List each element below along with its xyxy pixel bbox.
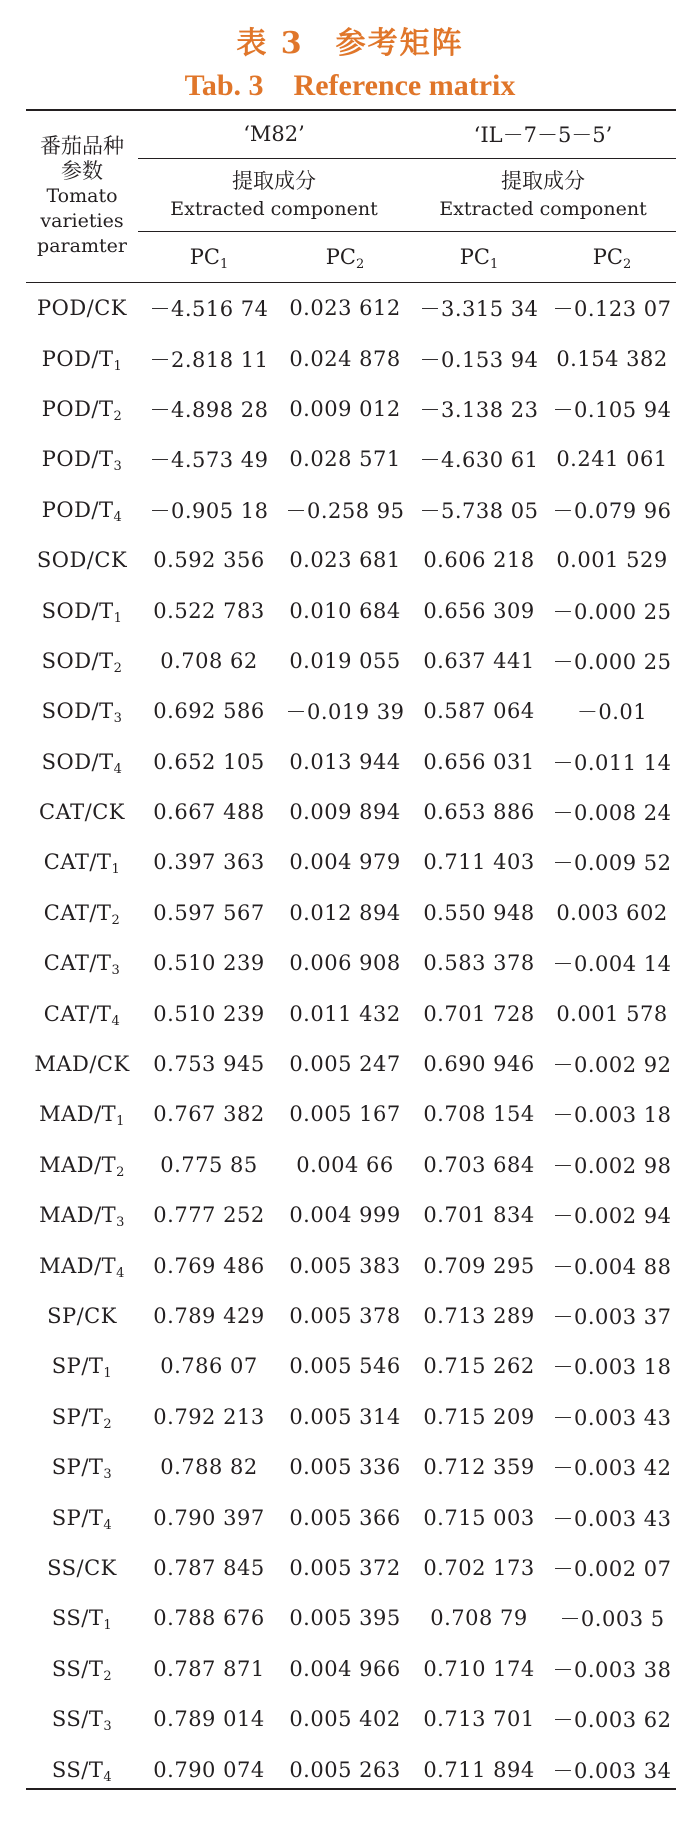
value-cell: 0.777 252 bbox=[153, 1203, 265, 1228]
table-row bbox=[26, 787, 676, 837]
value-cell: 0.656 309 bbox=[423, 598, 535, 623]
value-cell: －4.630 61 bbox=[419, 448, 539, 473]
value-cell: 0.787 871 bbox=[153, 1656, 265, 1681]
value-cell: 0.703 684 bbox=[423, 1152, 535, 1177]
value-cell: 0.790 397 bbox=[153, 1505, 265, 1530]
table-row bbox=[26, 585, 676, 635]
row-parameter: SS/CK bbox=[47, 1555, 117, 1580]
value-cell: 0.023 612 bbox=[289, 296, 401, 321]
row-parameter: MAD/$T_2$ bbox=[39, 1152, 125, 1180]
value-cell: 0.792 213 bbox=[153, 1404, 265, 1429]
table-row bbox=[26, 535, 676, 585]
row-parameter: POD/$T_1$ bbox=[41, 346, 123, 374]
table-row bbox=[26, 1442, 676, 1492]
table-row bbox=[26, 1291, 676, 1341]
value-cell: 0.154 382 bbox=[556, 346, 668, 371]
pc-header: $PC_2$ bbox=[280, 232, 410, 283]
value-cell: －0.019 39 bbox=[285, 700, 405, 725]
value-cell: 0.715 209 bbox=[423, 1404, 535, 1429]
value-cell: －3.315 34 bbox=[419, 297, 539, 322]
value-cell: －0.003 34 bbox=[552, 1758, 672, 1783]
value-cell: －2.818 11 bbox=[149, 347, 269, 372]
value-cell: 0.715 262 bbox=[423, 1354, 535, 1379]
value-cell: 0.005 395 bbox=[289, 1606, 401, 1631]
value-cell: 0.013 944 bbox=[289, 749, 401, 774]
extracted-header-il755 bbox=[410, 159, 676, 232]
value-cell: 0.510 239 bbox=[153, 951, 265, 976]
value-cell: －0.003 18 bbox=[552, 1103, 672, 1128]
table-row bbox=[26, 1392, 676, 1442]
table-row bbox=[26, 1492, 676, 1542]
value-cell: 0.652 105 bbox=[153, 749, 265, 774]
table-row bbox=[26, 1039, 676, 1089]
table-row bbox=[26, 988, 676, 1038]
table-row bbox=[26, 636, 676, 686]
value-cell: 0.708 62 bbox=[160, 648, 258, 673]
value-cell: 0.690 946 bbox=[423, 1052, 535, 1077]
value-cell: 0.711 894 bbox=[423, 1757, 535, 1782]
table-row bbox=[26, 434, 676, 484]
table-row bbox=[26, 1593, 676, 1643]
table-row bbox=[26, 938, 676, 988]
value-cell: 0.592 356 bbox=[153, 548, 265, 573]
value-cell: 0.005 402 bbox=[289, 1707, 401, 1732]
row-parameter: SOD/$T_4$ bbox=[41, 749, 123, 777]
row-parameter: SP/CK bbox=[47, 1304, 117, 1328]
value-cell: 0.787 845 bbox=[153, 1555, 265, 1580]
value-cell: －0.003 18 bbox=[552, 1355, 672, 1380]
value-cell: －0.003 5 bbox=[559, 1607, 665, 1632]
row-parameter: CAT/$T_2$ bbox=[43, 900, 121, 928]
table-row bbox=[26, 1543, 676, 1593]
value-cell: 0.550 948 bbox=[423, 900, 535, 925]
value-cell: 0.510 239 bbox=[153, 1001, 265, 1026]
value-cell: －0.008 24 bbox=[552, 801, 672, 826]
value-cell: 0.005 383 bbox=[289, 1253, 401, 1278]
row-parameter: CAT/CK bbox=[39, 800, 125, 825]
value-cell: 0.789 014 bbox=[153, 1707, 265, 1732]
param-header bbox=[26, 110, 138, 283]
value-cell: 0.775 85 bbox=[160, 1152, 258, 1177]
value-cell: －0.002 94 bbox=[552, 1204, 672, 1229]
value-cell: 0.397 363 bbox=[153, 850, 265, 875]
value-cell: －0.004 14 bbox=[552, 952, 672, 977]
value-cell: －0.003 62 bbox=[552, 1708, 672, 1733]
value-cell: 0.005 378 bbox=[289, 1304, 401, 1328]
table-row bbox=[26, 686, 676, 736]
value-cell: 0.702 173 bbox=[423, 1555, 535, 1580]
value-cell: 0.005 263 bbox=[289, 1757, 401, 1782]
value-cell: －0.003 43 bbox=[552, 1405, 672, 1430]
param-header-line-5: paramter bbox=[37, 234, 127, 257]
row-parameter: POD/$T_4$ bbox=[41, 497, 123, 525]
row-parameter: CAT/$T_1$ bbox=[43, 850, 121, 878]
value-cell: 0.712 359 bbox=[423, 1455, 535, 1480]
table-title-en: Tab. 3 Reference matrix bbox=[184, 69, 516, 102]
value-cell: 0.023 681 bbox=[289, 548, 401, 573]
value-cell: 0.597 567 bbox=[153, 900, 265, 925]
value-cell: 0.012 894 bbox=[289, 900, 401, 925]
extracted-header-en: Extracted component bbox=[170, 198, 378, 220]
value-cell: －0.905 18 bbox=[149, 498, 269, 523]
table-row bbox=[26, 888, 676, 938]
value-cell: 0.004 999 bbox=[289, 1203, 401, 1228]
table-row bbox=[26, 1190, 676, 1240]
row-parameter: SOD/$T_3$ bbox=[41, 699, 123, 727]
extracted-header-m82 bbox=[138, 159, 410, 232]
row-parameter: MAD/$T_1$ bbox=[39, 1102, 125, 1130]
value-cell: 0.637 441 bbox=[423, 648, 535, 673]
row-parameter: $SS/T_1$ bbox=[51, 1606, 113, 1634]
value-cell: 0.001 529 bbox=[556, 548, 668, 573]
value-cell: 0.005 546 bbox=[289, 1354, 401, 1379]
value-cell: 0.005 314 bbox=[289, 1404, 401, 1429]
value-cell: 0.711 403 bbox=[423, 850, 535, 875]
value-cell: －4.898 28 bbox=[149, 397, 269, 422]
param-header-line-3: Tomato bbox=[46, 184, 118, 207]
value-cell: －0.000 25 bbox=[552, 599, 672, 624]
value-cell: 0.522 783 bbox=[153, 598, 265, 623]
param-header-line-4: varieties bbox=[40, 209, 124, 232]
value-cell: －0.123 07 bbox=[552, 297, 672, 322]
extracted-header-en: Extracted component bbox=[439, 198, 647, 220]
row-parameter: CAT/$T_3$ bbox=[43, 951, 121, 979]
value-cell: －0.153 94 bbox=[419, 347, 539, 372]
value-cell: 0.004 979 bbox=[289, 850, 401, 875]
value-cell: 0.004 966 bbox=[289, 1656, 401, 1681]
value-cell: －0.004 88 bbox=[552, 1254, 672, 1279]
value-cell: 0.653 886 bbox=[423, 800, 535, 825]
row-parameter: MAD/$T_3$ bbox=[39, 1203, 125, 1231]
value-cell: －0.002 07 bbox=[552, 1556, 672, 1581]
value-cell: －0.105 94 bbox=[552, 397, 672, 422]
value-cell: 0.583 378 bbox=[423, 951, 535, 976]
value-cell: 0.024 878 bbox=[289, 346, 401, 371]
value-cell: －0.258 95 bbox=[285, 498, 405, 523]
value-cell: －4.573 49 bbox=[149, 448, 269, 473]
value-cell: 0.708 154 bbox=[423, 1102, 535, 1127]
value-cell: －0.002 92 bbox=[552, 1053, 672, 1078]
row-parameter: $SP/T_2$ bbox=[51, 1404, 113, 1432]
value-cell: 0.606 218 bbox=[423, 548, 535, 573]
variety-header-il755: ‘IL－7－5－5’ bbox=[410, 110, 676, 159]
table-row bbox=[26, 737, 676, 787]
row-parameter: $SS/T_3$ bbox=[51, 1707, 113, 1735]
variety-header-m82: ‘M82’ bbox=[138, 110, 410, 159]
row-parameter: $SP/T_1$ bbox=[51, 1354, 113, 1382]
table-body bbox=[26, 283, 676, 1795]
value-cell: 0.009 012 bbox=[289, 396, 401, 421]
value-cell: 0.005 366 bbox=[289, 1505, 401, 1530]
table-row bbox=[26, 283, 676, 334]
row-parameter: POD/$T_3$ bbox=[41, 447, 123, 475]
pc-header: $PC_1$ bbox=[410, 232, 548, 283]
value-cell: －0.011 14 bbox=[552, 750, 672, 775]
row-parameter: SOD/$T_1$ bbox=[41, 598, 123, 626]
value-cell: 0.753 945 bbox=[153, 1052, 265, 1077]
value-cell: －0.079 96 bbox=[552, 498, 672, 523]
value-cell: 0.788 82 bbox=[160, 1455, 258, 1480]
pc-header: $PC_2$ bbox=[548, 232, 676, 283]
value-cell: －0.000 25 bbox=[552, 649, 672, 674]
value-cell: －4.516 74 bbox=[149, 297, 269, 322]
row-parameter: POD/$T_2$ bbox=[41, 396, 123, 424]
value-cell: －0.003 42 bbox=[552, 1456, 672, 1481]
value-cell: 0.715 003 bbox=[423, 1505, 535, 1530]
table-row bbox=[26, 1341, 676, 1391]
value-cell: 0.010 684 bbox=[289, 598, 401, 623]
param-header-line-1: 番茄品种 bbox=[40, 133, 124, 158]
value-cell: 0.713 701 bbox=[423, 1707, 535, 1732]
value-cell: 0.005 336 bbox=[289, 1455, 401, 1480]
row-parameter: CAT/$T_4$ bbox=[43, 1001, 121, 1029]
value-cell: 0.713 289 bbox=[423, 1304, 535, 1328]
row-parameter: $SS/T_2$ bbox=[51, 1656, 113, 1684]
value-cell: 0.701 728 bbox=[423, 1001, 535, 1026]
row-parameter: POD/CK bbox=[36, 296, 127, 321]
value-cell: 0.028 571 bbox=[289, 447, 401, 472]
extracted-header-cn: 提取成分 bbox=[232, 169, 316, 193]
row-parameter: SOD/CK bbox=[36, 548, 128, 573]
reference-matrix-table bbox=[26, 110, 676, 1795]
table-title-cn: 表 3 参考矩阵 bbox=[236, 26, 464, 61]
table-row bbox=[26, 485, 676, 535]
value-cell: 0.001 578 bbox=[556, 1001, 668, 1026]
table-row bbox=[26, 1694, 676, 1744]
pc-header: $PC_1$ bbox=[138, 232, 280, 283]
value-cell: 0.019 055 bbox=[289, 648, 401, 673]
value-cell: －0.003 38 bbox=[552, 1657, 672, 1682]
value-cell: 0.769 486 bbox=[153, 1253, 265, 1278]
table-row bbox=[26, 1240, 676, 1290]
value-cell: 0.656 031 bbox=[423, 749, 535, 774]
value-cell: 0.788 676 bbox=[153, 1606, 265, 1631]
value-cell: －3.138 23 bbox=[419, 397, 539, 422]
value-cell: 0.708 79 bbox=[430, 1606, 528, 1631]
value-cell: 0.011 432 bbox=[289, 1001, 401, 1026]
value-cell: 0.003 602 bbox=[556, 900, 668, 925]
value-cell: 0.004 66 bbox=[296, 1152, 394, 1177]
value-cell: 0.767 382 bbox=[153, 1102, 265, 1127]
value-cell: 0.005 167 bbox=[289, 1102, 401, 1127]
value-cell: －0.003 37 bbox=[552, 1305, 672, 1329]
value-cell: 0.587 064 bbox=[423, 699, 535, 724]
value-cell: 0.701 834 bbox=[423, 1203, 535, 1228]
value-cell: 0.786 07 bbox=[160, 1354, 258, 1379]
table-row bbox=[26, 333, 676, 383]
value-cell: －0.003 43 bbox=[552, 1506, 672, 1531]
value-cell: 0.692 586 bbox=[153, 699, 265, 724]
table-row bbox=[26, 837, 676, 887]
row-parameter: $SP/T_3$ bbox=[51, 1455, 113, 1483]
table-row bbox=[26, 1140, 676, 1190]
value-cell: 0.667 488 bbox=[153, 800, 265, 825]
value-cell: 0.009 894 bbox=[289, 800, 401, 825]
value-cell: 0.790 074 bbox=[153, 1757, 265, 1782]
value-cell: 0.005 247 bbox=[289, 1052, 401, 1077]
value-cell: －0.002 98 bbox=[552, 1153, 672, 1178]
value-cell: 0.005 372 bbox=[289, 1555, 401, 1580]
row-parameter: $SS/T_4$ bbox=[51, 1757, 113, 1785]
value-cell: 0.709 295 bbox=[423, 1253, 535, 1278]
value-cell: －5.738 05 bbox=[419, 498, 539, 523]
extracted-header-cn: 提取成分 bbox=[501, 169, 586, 193]
value-cell: 0.789 429 bbox=[153, 1304, 265, 1328]
value-cell: 0.710 174 bbox=[423, 1656, 535, 1681]
value-cell: 0.241 061 bbox=[556, 447, 668, 472]
bottom-rule bbox=[26, 1788, 676, 1790]
param-header-line-2: 参数 bbox=[61, 158, 103, 183]
row-parameter: MAD/$T_4$ bbox=[39, 1253, 125, 1281]
row-parameter: SOD/$T_2$ bbox=[41, 648, 123, 676]
row-parameter: MAD/CK bbox=[34, 1052, 130, 1077]
table-row bbox=[26, 1644, 676, 1694]
table-row bbox=[26, 384, 676, 434]
value-cell: －0.009 52 bbox=[552, 851, 672, 876]
row-parameter: $SP/T_4$ bbox=[51, 1505, 113, 1533]
value-cell: －0.01 bbox=[576, 700, 648, 725]
table-row bbox=[26, 1089, 676, 1139]
value-cell: 0.006 908 bbox=[289, 951, 401, 976]
